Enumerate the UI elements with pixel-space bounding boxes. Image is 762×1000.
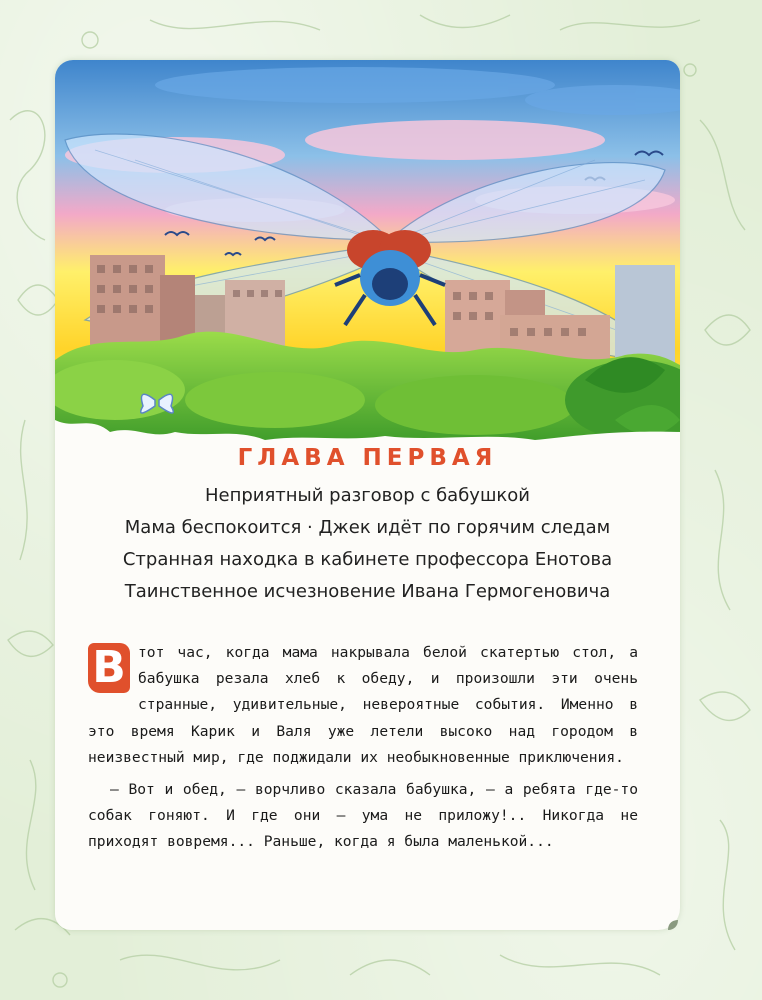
chapter-body xyxy=(88,640,638,856)
summary-line: Таинственное исчезновение Ивана Гермогеновича xyxy=(124,581,611,602)
leaf-ornament-icon xyxy=(666,918,680,932)
paragraph: — Вот и обед, — ворчливо сказала бабушка, — а ребята где-то собак гоняют. И где они — ума не приложу!.. Никогда не приходят вовремя... Раньше, когда я была маленькой... xyxy=(88,781,638,851)
drop-cap: В xyxy=(88,643,130,693)
paragraph-text: тот час, когда мама накрывала белой скатертью стол, а бабушка резала хлеб к обеду, и произошли эти очень странные, удивительные, невероятные события. Именно в это время Карик и Валя уже летели высоко над городом в неизвестный мир, где поджидали их необыкновенные приключения. xyxy=(88,644,638,766)
chapter-title: ГЛАВА ПЕРВАЯ xyxy=(237,445,498,471)
chapter-illustration xyxy=(55,60,680,445)
summary-line: Мама беспокоится · Джек идёт по горячим следам xyxy=(124,517,611,538)
summary-line: Странная находка в кабинете профессора Енотова xyxy=(122,549,613,570)
summary-line: Неприятный разговор с бабушкой xyxy=(204,485,531,506)
page-card xyxy=(55,60,680,930)
chapter-summary xyxy=(55,480,680,608)
paragraph xyxy=(88,640,638,771)
